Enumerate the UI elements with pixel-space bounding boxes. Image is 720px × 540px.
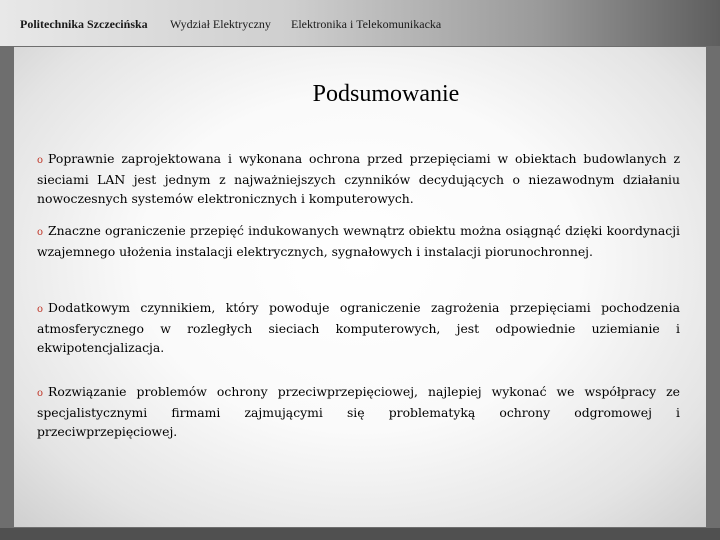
list-item — [37, 382, 680, 441]
list-item — [37, 149, 680, 208]
paragraph-text: Dodatkowym czynnikiem, który powoduje ograniczenie zagrożenia przepięciami pochodzenia atmosferycznego w rozległych sieciach komputerowych, jest odpowiednie uziemianie i ekwipotencjalizacja. — [37, 300, 680, 355]
slide-content — [14, 47, 706, 527]
slide-title: Podsumowanie — [312, 81, 460, 107]
university-name: Politechnika Szczecińska — [20, 17, 148, 31]
list-item — [37, 221, 680, 261]
department-name: Elektronika i Telekomunikacka — [291, 17, 442, 31]
paragraph-text: Poprawnie zaprojektowana i wykonana ochrona przed przepięciami w obiektach budowlanych z sieciami LAN jest jednym z najważniejszych czynników decydujących o niezawodnym działaniu nowoczesnych systemów elektronicznych i komputerowych. — [37, 151, 680, 206]
paragraph-text: Rozwiązanie problemów ochrony przeciwprzepięciowej, najlepiej wykonać we współpracy ze specjalistycznymi firmami zajmującymi się problematyką ochrony odgromowej i przeciwprzepięciowej. — [37, 384, 680, 439]
list-item — [37, 298, 680, 357]
faculty-name: Wydział Elektryczny — [170, 17, 271, 31]
bullet-icon: o — [37, 227, 44, 238]
bullet-icon: o — [37, 388, 44, 399]
bullet-icon: o — [37, 304, 44, 315]
bottom-strip — [0, 528, 720, 540]
header-bar — [0, 0, 720, 46]
paragraph-text: Znaczne ograniczenie przepięć indukowanych wewnątrz obiektu można osiągnąć dzięki koordynacji wzajemnego ułożenia instalacji elektrycznych, sygnałowych i instalacji piorunochronnej. — [37, 223, 680, 259]
bullet-icon: o — [37, 155, 44, 166]
